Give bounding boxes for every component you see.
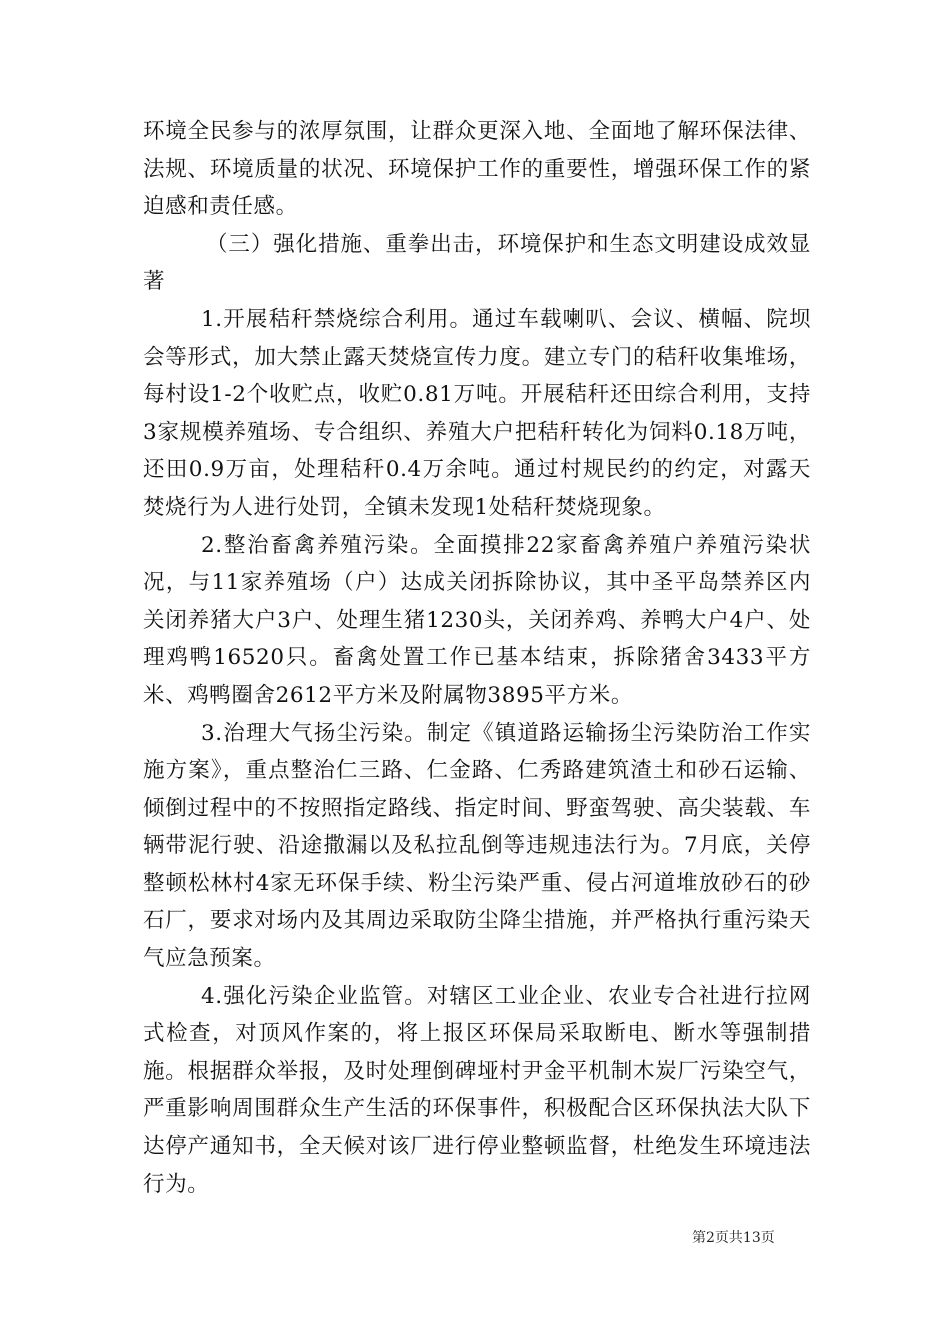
paragraph-item-1: 1.开展秸秆禁烧综合利用。通过车载喇叭、会议、横幅、院坝会等形式，加大禁止露天焚烧宣传力度。建立专门的秸秆收集堆场，每村设1-2个收贮点，收贮0.81万吨。开展秸秆还田综合利用，支持3家规模养殖场、专合组织、养殖大户把秸秆转化为饲料0.18万吨，还田0.9万亩，处理秸秆0.4万余吨。通过村规民约的约定，对露天焚烧行为人进行处罚，全镇未发现1处秸秆焚烧现象。: [143, 306, 811, 520]
section-heading: （三）强化措施、重拳出击，环境保护和生态文明建设成效显著: [143, 231, 811, 295]
paragraph-item-4: 4.强化污染企业监管。对辖区工业企业、农业专合社进行拉网式检查，对顶风作案的，将上报区环保局采取断电、断水等强制措施。根据群众举报，及时处理倒碑垭村尹金平机制木炭厂污染空气，严重影响周围群众生产生活的环保事件，积极配合区环保执法大队下达停产通知书，全天候对该厂进行停业整顿监督，杜绝发生环境违法行为。: [143, 983, 811, 1197]
page-number-footer: 第2页共13页: [692, 1230, 775, 1246]
paragraph-item-2: 2.整治畜禽养殖污染。全面摸排22家畜禽养殖户养殖污染状况，与11家养殖场（户）达成关闭拆除协议，其中圣平岛禁养区内关闭养猪大户3户、处理生猪1230头，关闭养鸡、养鸭大户4户、处理鸡鸭16520只。畜禽处置工作已基本结束，拆除猪舍3433平方米、鸡鸭圈舍2612平方米及附属物3895平方米。: [143, 532, 811, 708]
paragraph-continuation: 环境全民参与的浓厚氛围，让群众更深入地、全面地了解环保法律、法规、环境质量的状况、环境保护工作的重要性，增强环保工作的紧迫感和责任感。: [143, 119, 811, 220]
paragraph-item-3: 3.治理大气扬尘污染。制定《镇道路运输扬尘污染防治工作实施方案》，重点整治仁三路、仁金路、仁秀路建筑渣土和砂石运输、倾倒过程中的不按照指定路线、指定时间、野蛮驾驶、高尖装载、车辆带泥行驶、沿途撒漏以及私拉乱倒等违规违法行为。7月底，关停整顿松林村4家无环保手续、粉尘污染严重、侵占河道堆放砂石的砂石厂，要求对场内及其周边采取防尘降尘措施，并严格执行重污染天气应急预案。: [143, 720, 811, 972]
document-page: [143, 113, 811, 1203]
